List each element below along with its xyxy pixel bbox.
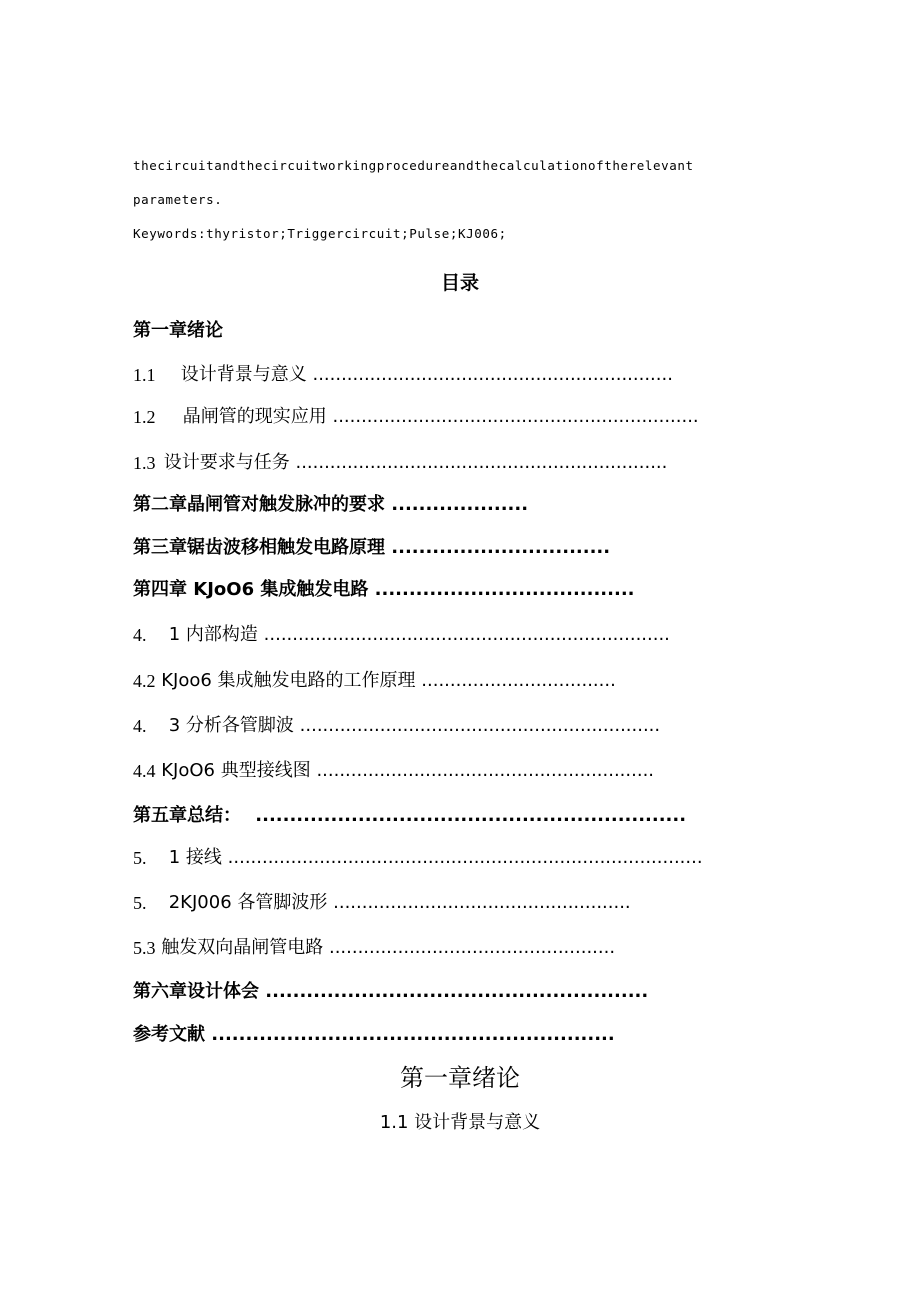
toc-entry-chapter-4[interactable] (133, 577, 635, 603)
toc-entry-text: 第四章 KJoO6 集成触发电路 (133, 579, 369, 600)
toc-entry-number: 4.2 (133, 671, 156, 691)
toc-leader-dots: ...................................... (374, 579, 635, 600)
toc-leader-dots: ............................................................... (255, 805, 687, 826)
toc-leader-dots: .................... (391, 494, 529, 515)
toc-entry-text: 3 分析各管脚波 (168, 715, 294, 736)
toc-entry-chapter-5[interactable] (133, 803, 687, 829)
toc-entry-number: 4. (133, 625, 147, 645)
toc-entry-text: 第二章晶闸管对触发脉冲的要求 (133, 494, 385, 515)
toc-entry-4-3[interactable] (133, 713, 661, 739)
keywords-line: Keywords:thyristor;Triggercircuit;Pulse;KJ006; (133, 226, 507, 241)
toc-leader-dots: .................................................... (333, 892, 631, 913)
abstract-line-1: thecircuitandthecircuitworkingprocedureandthecalculationoftherelevant (133, 158, 694, 173)
toc-leader-dots: ................................................................ (332, 406, 699, 427)
toc-leader-dots: ........................................................... (316, 760, 655, 781)
toc-entry-text: KJoO6 典型接线图 (161, 760, 311, 781)
toc-entry-1-1[interactable] (133, 362, 673, 388)
section-1-1-title: 1.1 设计背景与意义 (379, 1112, 541, 1133)
toc-leader-dots: ................................................................. (295, 452, 668, 473)
toc-entry-text: 设计要求与任务 (163, 452, 290, 473)
toc-entry-4-1[interactable] (133, 622, 670, 648)
toc-entry-text: 1 内部构造 (168, 624, 258, 645)
toc-leader-dots: ........................................................... (211, 1024, 615, 1045)
toc-entry-references[interactable] (133, 1022, 615, 1048)
toc-entry-5-1[interactable] (133, 845, 703, 871)
toc-entry-number: 5. (133, 893, 147, 913)
toc-entry-text: 1 接线 (168, 847, 222, 868)
toc-leader-dots: ....................................................................... (263, 624, 670, 645)
toc-entry-number: 1.1 (133, 365, 156, 385)
toc-leader-dots: ............................................................... (299, 715, 661, 736)
toc-entry-text: 第三章锯齿波移相触发电路原理 (133, 537, 385, 558)
toc-entry-5-2[interactable] (133, 890, 631, 916)
toc-entry-number: 1.2 (133, 407, 156, 427)
toc-entry-text: 第五章总结： (133, 805, 241, 826)
toc-entry-text: 晶闸管的现实应用 (182, 406, 327, 427)
toc-entry-number: 5.3 (133, 938, 156, 958)
toc-title: 目录 (440, 272, 479, 294)
toc-entry-4-4[interactable] (133, 758, 655, 784)
toc-entry-5-3[interactable] (133, 935, 616, 961)
toc-leader-dots: ........................................................ (265, 981, 649, 1002)
toc-leader-dots: ............................................................... (312, 364, 673, 385)
toc-entry-text: 触发双向晶闸管电路 (161, 937, 324, 958)
toc-entry-number: 1.3 (133, 453, 156, 473)
toc-entry-1-3[interactable] (133, 450, 668, 476)
toc-entry-text: 参考文献 (133, 1024, 205, 1045)
toc-entry-chapter-3[interactable] (133, 535, 611, 561)
toc-entry-text: 2KJ006 各管脚波形 (168, 892, 328, 913)
toc-entry-text: 第六章设计体会 (133, 981, 259, 1002)
toc-entry-chapter-6[interactable] (133, 979, 649, 1005)
toc-entry-chapter-1[interactable] (133, 318, 223, 344)
toc-leader-dots: .................................. (421, 670, 616, 691)
toc-entry-text: 第一章绪论 (133, 320, 223, 341)
toc-leader-dots: .................................................. (328, 937, 616, 958)
toc-entry-number: 4. (133, 716, 147, 736)
toc-entry-number: 4.4 (133, 761, 156, 781)
toc-entry-chapter-2[interactable] (133, 492, 533, 518)
toc-leader-dots: ................................................................................... (227, 847, 703, 868)
toc-leader-dots: ................................ (391, 537, 611, 558)
chapter-1-title: 第一章绪论 (400, 1064, 520, 1092)
toc-entry-text: KJoo6 集成触发电路的工作原理 (161, 670, 416, 691)
toc-entry-number: 5. (133, 848, 147, 868)
toc-entry-4-2[interactable] (133, 668, 616, 694)
toc-entry-1-2[interactable] (133, 404, 699, 430)
toc-entry-text: 设计背景与意义 (180, 364, 307, 385)
abstract-line-2: parameters. (133, 192, 223, 207)
